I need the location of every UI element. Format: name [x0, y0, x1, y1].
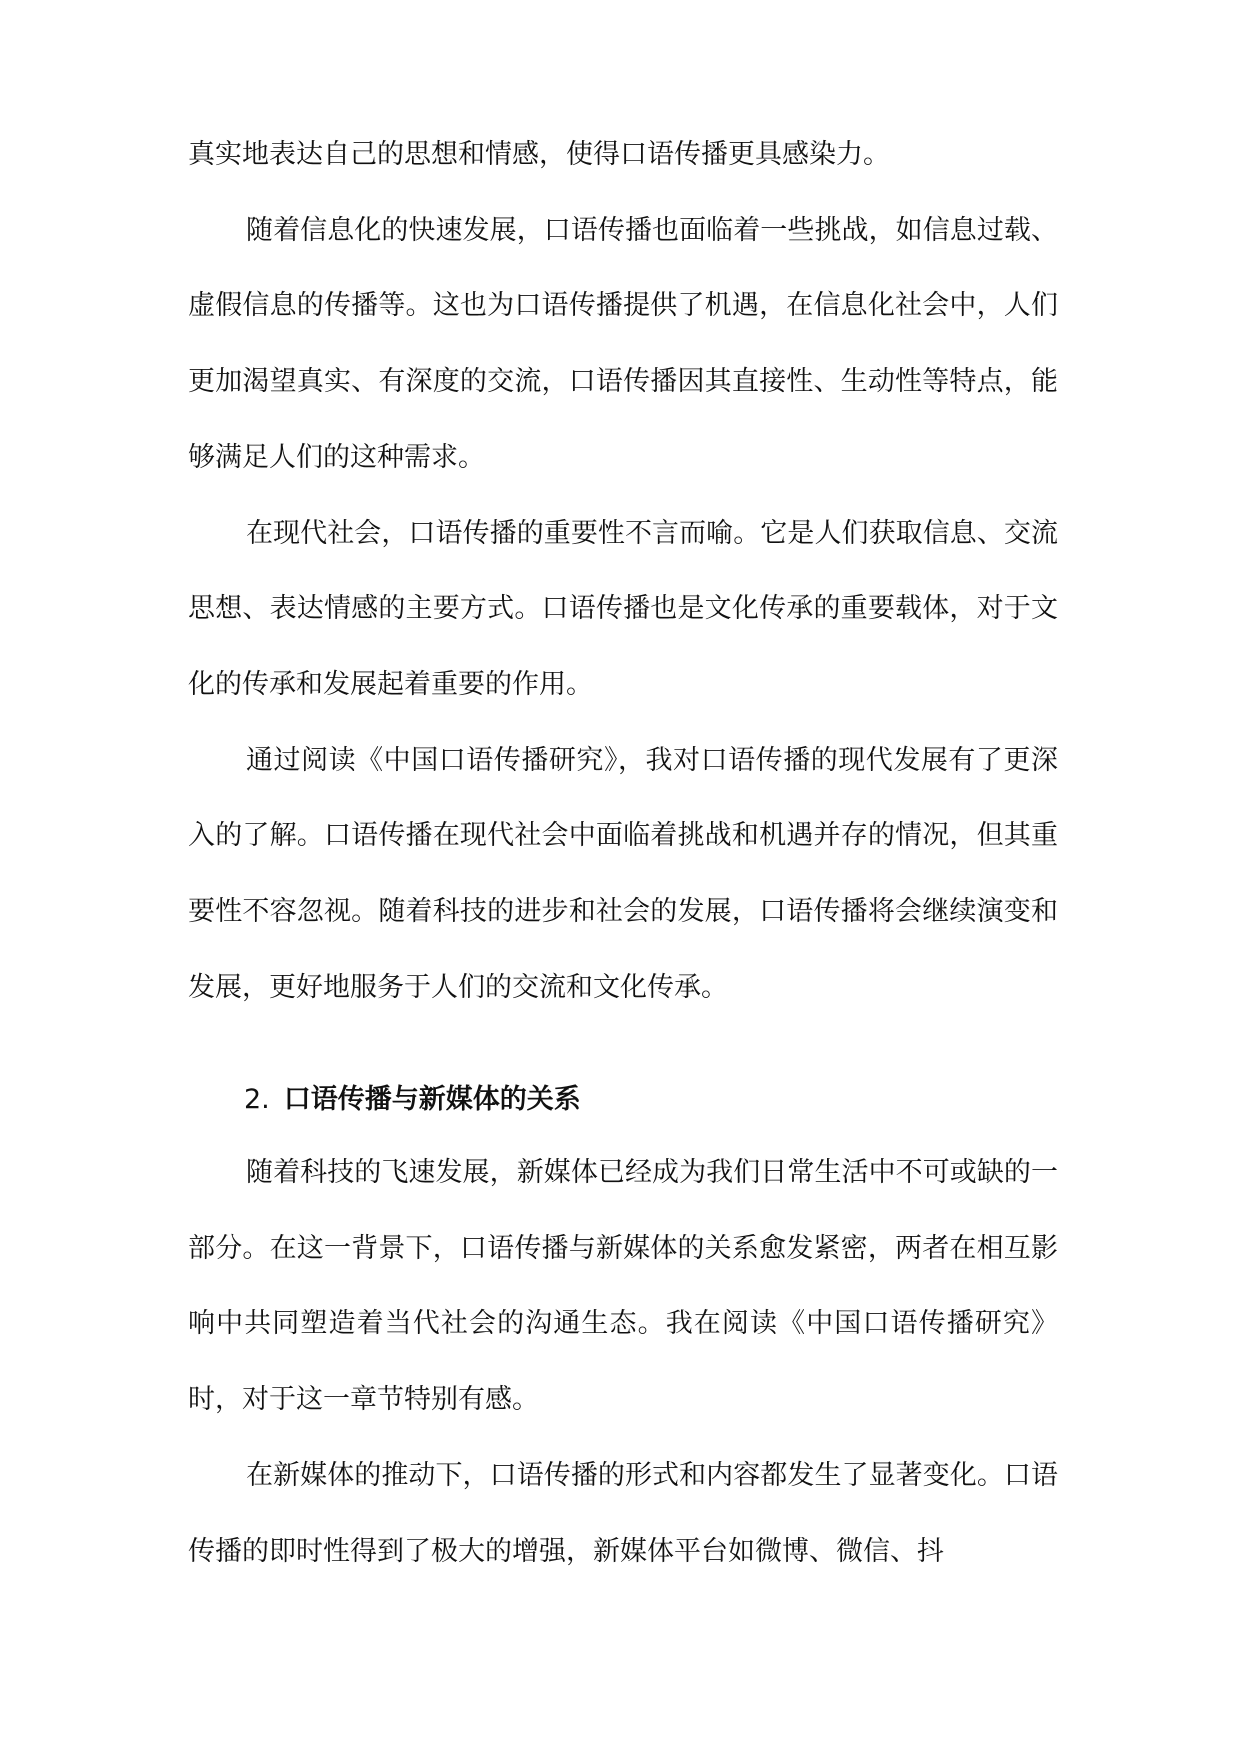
paragraph-new-media-intro: 随着科技的飞速发展，新媒体已经成为我们日常生活中不可或缺的一部分。在这一背景下，口语传播与新媒体的关系愈发紧密，两者在相互影响中共同塑造着当代社会的沟通生态。我在阅读《中国口语传播研究》时，对于这一章节特别有感。: [188, 1157, 1058, 1416]
paragraph-info-challenges: 随着信息化的快速发展，口语传播也面临着一些挑战，如信息过载、虚假信息的传播等。这也为口语传播提供了机遇，在信息化社会中，人们更加渴望真实、有深度的交流，口语传播因其直接性、生动性等特点，能够满足人们的这种需求。: [188, 214, 1058, 473]
section-2-heading: [244, 1072, 581, 1128]
paragraph-continuation: 真实地表达自己的思想和情感，使得口语传播更具感染力。: [188, 139, 890, 170]
section-2-heading-number: 2.: [244, 1084, 270, 1115]
section-1-body: [188, 117, 1058, 1025]
paragraph-importance: 在现代社会，口语传播的重要性不言而喻。它是人们获取信息、交流思想、表达情感的主要方式。口语传播也是文化传承的重要载体，对于文化的传承和发展起着重要的作用。: [188, 517, 1058, 700]
paragraph-new-media-changes: 在新媒体的推动下，口语传播的形式和内容都发生了显著变化。口语传播的即时性得到了极大的增强，新媒体平台如微博、微信、抖: [188, 1459, 1058, 1567]
paragraph-reading-reflection: 通过阅读《中国口语传播研究》，我对口语传播的现代发展有了更深入的了解。口语传播在现代社会中面临着挑战和机遇并存的情况，但其重要性不容忽视。随着科技的进步和社会的发展，口语传播将会继续演变和发展，更好地服务于人们的交流和文化传承。: [188, 744, 1058, 1003]
section-2-body: [188, 1135, 1058, 1589]
section-2-heading-title: 口语传播与新媒体的关系: [283, 1084, 581, 1115]
